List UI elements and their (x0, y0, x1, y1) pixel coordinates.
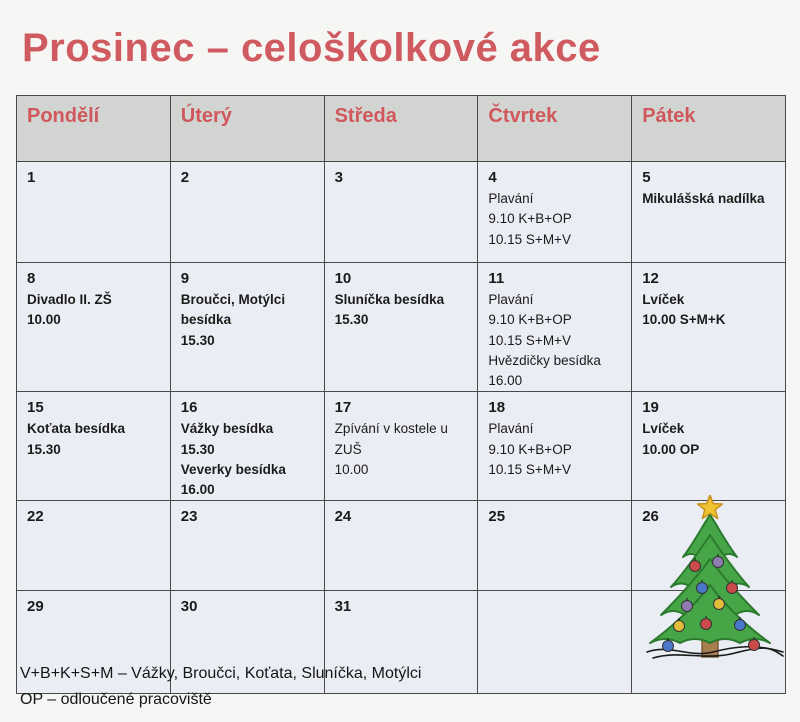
event-line: 16.00 (488, 373, 523, 388)
calendar-day-cell (478, 162, 632, 263)
event-line: Plavání (488, 421, 534, 437)
day-number: 12 (642, 270, 659, 287)
event-line: Broučci, Motýlci (180, 292, 286, 307)
calendar-day-cell (478, 392, 632, 501)
event-line: 9.10 K+B+OP (488, 441, 572, 457)
day-number: 30 (180, 598, 198, 616)
calendar-day-cell (478, 591, 632, 694)
day-number: 10 (334, 270, 352, 287)
legend (20, 661, 421, 712)
event-line: Veverky besídka 16.00 (180, 461, 286, 497)
calendar-day-cell (324, 501, 478, 591)
event-line: Sluníčka besídka (334, 292, 445, 307)
event-line: 10.15 S+M+V (488, 231, 571, 247)
calendar-day-cell (170, 392, 324, 501)
calendar-week-row (17, 392, 786, 501)
day-number: 4 (488, 169, 497, 186)
calendar-day-cell (17, 162, 171, 263)
event-line: 15.30 (180, 441, 215, 457)
calendar-week-row (17, 162, 786, 263)
calendar-day-cell (632, 392, 786, 501)
calendar-day-cell (17, 501, 171, 591)
day-number: 19 (642, 399, 659, 417)
calendar-day-cell (17, 392, 171, 501)
christmas-tree-icon (644, 495, 786, 665)
day-number: 9 (180, 270, 190, 287)
day-number: 25 (488, 508, 506, 526)
event-line: 10.00 S+M+K (642, 312, 726, 328)
weekday-header: Čtvrtek (478, 96, 632, 162)
event-line: Vážky besídka (180, 421, 274, 437)
event-line: Hvězdičky besídka (488, 352, 601, 368)
day-number: 3 (334, 169, 343, 186)
event-line: 10.15 S+M+V (488, 332, 571, 348)
event-line: Zpívání v kostele u (334, 421, 448, 437)
legend-line-op: OP – odloučené pracoviště (20, 690, 212, 708)
calendar-week-row (17, 263, 786, 392)
calendar-day-cell (632, 162, 786, 263)
event-line: 9.10 K+B+OP (488, 312, 572, 328)
day-number: 18 (488, 399, 506, 417)
event-line: Plavání (488, 292, 534, 307)
event-line: Lvíček (642, 292, 685, 307)
event-line: 9.10 K+B+OP (488, 211, 572, 227)
calendar-day-cell (478, 501, 632, 591)
event-line: 10.00 (334, 461, 369, 477)
legend-line-groups: V+B+K+S+M – Vážky, Broučci, Koťata, Sluníčka, Motýlci (20, 665, 422, 682)
calendar-day-cell (170, 501, 324, 591)
event-line: Plavání (488, 191, 534, 206)
day-number: 8 (27, 270, 36, 287)
day-number: 29 (27, 598, 44, 616)
day-number: 23 (180, 508, 198, 526)
weekday-header: Úterý (170, 96, 324, 162)
day-number: 2 (180, 169, 190, 186)
day-number: 11 (488, 270, 505, 287)
event-line: 15.30 (27, 441, 61, 457)
event-line: 10.00 (27, 312, 61, 328)
calendar-day-cell (324, 162, 478, 263)
day-number: 15 (27, 399, 44, 417)
day-number: 26 (642, 508, 659, 526)
day-number: 31 (334, 598, 352, 616)
calendar-day-cell (170, 162, 324, 263)
calendar-header-row (17, 96, 786, 162)
event-line: 10.15 S+M+V (488, 461, 571, 477)
day-number: 17 (334, 399, 352, 417)
day-number: 16 (180, 399, 198, 417)
event-line: besídka (180, 312, 232, 328)
calendar-day-cell (324, 392, 478, 501)
calendar-day-cell (17, 263, 171, 392)
event-line: 15.30 (180, 332, 215, 348)
event-line: 15.30 (334, 312, 369, 328)
event-line: Lvíček (642, 421, 685, 437)
day-number: 22 (27, 508, 44, 526)
weekday-header: Středa (324, 96, 478, 162)
calendar-day-cell (478, 263, 632, 392)
day-number: 1 (27, 169, 36, 186)
calendar-day-cell (324, 263, 478, 392)
event-line: ZUŠ (334, 441, 362, 457)
event-line: Koťata besídka (27, 421, 126, 437)
day-number: 5 (642, 169, 651, 186)
event-line: 10.00 OP (642, 441, 700, 457)
day-number: 24 (334, 508, 352, 526)
weekday-header: Pondělí (17, 96, 171, 162)
page-title: Prosinec – celoškolkové akce (22, 26, 601, 70)
calendar-day-cell (170, 263, 324, 392)
event-line: Mikulášská nadílka (642, 191, 765, 206)
event-line: Divadlo II. ZŠ (27, 292, 112, 307)
calendar-day-cell (632, 263, 786, 392)
weekday-header: Pátek (632, 96, 786, 162)
